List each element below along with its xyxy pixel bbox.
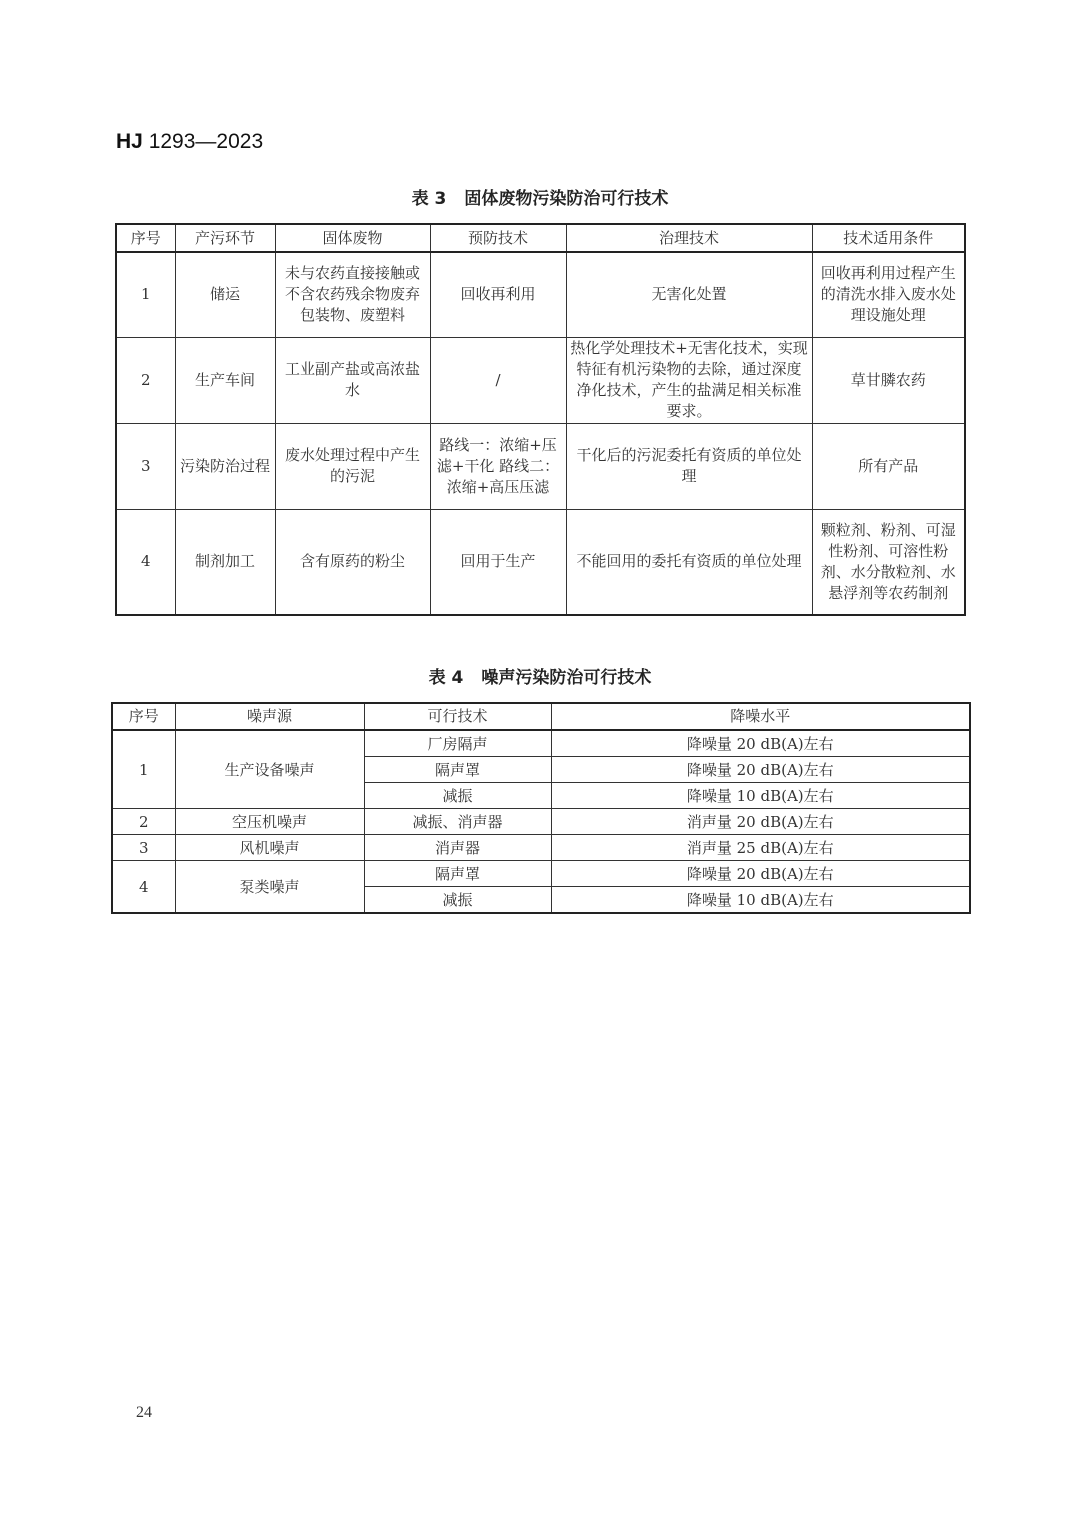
- table-cell: 减振、消声器: [364, 809, 551, 835]
- table-cell: 含有原药的粉尘: [275, 509, 430, 615]
- header-cell: 序号: [116, 224, 175, 252]
- table-cell: 减振: [364, 783, 551, 809]
- table-row: [116, 337, 965, 423]
- header-cell: 噪声源: [175, 703, 364, 730]
- table-cell: 污染防治过程: [175, 423, 275, 509]
- table-header-row: [112, 703, 970, 730]
- header-cell: 技术适用条件: [812, 224, 965, 252]
- table-cell: 未与农药直接接触或不含农药残余物废弃包装物、废塑料: [275, 252, 430, 337]
- table-cell: 热化学处理技术+无害化技术，实现特征有机污染物的去除，通过深度净化技术，产生的盐满足相关标准要求。: [566, 337, 812, 423]
- table4-caption-number: 表 4: [428, 668, 464, 688]
- table-cell: 颗粒剂、粉剂、可湿性粉剂、可溶性粉剂、水分散粒剂、水悬浮剂等农药制剂: [812, 509, 965, 615]
- standard-code: [116, 130, 263, 154]
- table-row: [112, 835, 970, 861]
- table-cell: 生产车间: [175, 337, 275, 423]
- table-cell: 草甘膦农药: [812, 337, 965, 423]
- table-row: [112, 809, 970, 835]
- solid-waste-table: [115, 223, 966, 616]
- table-cell: 2: [112, 809, 175, 835]
- table-cell: 3: [116, 423, 175, 509]
- table-cell: 隔声罩: [364, 861, 551, 887]
- table-cell: 制剂加工: [175, 509, 275, 615]
- table-cell: 减振: [364, 887, 551, 914]
- table-row: [116, 509, 965, 615]
- table-cell: 生产设备噪声: [175, 730, 364, 809]
- noise-table: [111, 702, 971, 914]
- header-cell: 降噪水平: [551, 703, 970, 730]
- table-cell: 降噪量 20 dB(A)左右: [551, 730, 970, 757]
- table4-caption-title: 噪声污染防治可行技术: [481, 668, 652, 688]
- page-number: 24: [136, 1404, 152, 1421]
- table-header-row: [116, 224, 965, 252]
- table-row: [112, 730, 970, 757]
- header-cell: 可行技术: [364, 703, 551, 730]
- table-cell: 2: [116, 337, 175, 423]
- table-cell: 消声量 25 dB(A)左右: [551, 835, 970, 861]
- table-cell: 回用于生产: [430, 509, 566, 615]
- table-cell: 储运: [175, 252, 275, 337]
- table-cell: 消声量 20 dB(A)左右: [551, 809, 970, 835]
- table-row: [112, 861, 970, 887]
- header-cell: 治理技术: [566, 224, 812, 252]
- table-cell: 4: [116, 509, 175, 615]
- table-cell: 4: [112, 861, 175, 914]
- table-cell: 不能回用的委托有资质的单位处理: [566, 509, 812, 615]
- header-cell: 序号: [112, 703, 175, 730]
- table-cell: 废水处理过程中产生的污泥: [275, 423, 430, 509]
- standard-prefix: HJ: [116, 130, 143, 153]
- table-cell: 泵类噪声: [175, 861, 364, 914]
- table-cell: 回收再利用过程产生的清洗水排入废水处理设施处理: [812, 252, 965, 337]
- table-cell: 风机噪声: [175, 835, 364, 861]
- table-cell: 无害化处置: [566, 252, 812, 337]
- table-cell: 厂房隔声: [364, 730, 551, 757]
- table-cell: 降噪量 10 dB(A)左右: [551, 783, 970, 809]
- header-cell: 预防技术: [430, 224, 566, 252]
- table-row: [116, 252, 965, 337]
- standard-number: 1293—2023: [148, 130, 264, 153]
- table-cell: 1: [116, 252, 175, 337]
- table-cell: 消声器: [364, 835, 551, 861]
- table4-caption: [0, 663, 1080, 688]
- table-row: [116, 423, 965, 509]
- table-cell: /: [430, 337, 566, 423]
- table-cell: 隔声罩: [364, 757, 551, 783]
- table-cell: 1: [112, 730, 175, 809]
- header-cell: 产污环节: [175, 224, 275, 252]
- table-cell: 路线一：浓缩+压滤+干化 路线二：浓缩+高压压滤: [430, 423, 566, 509]
- table-cell: 空压机噪声: [175, 809, 364, 835]
- table-cell: 降噪量 20 dB(A)左右: [551, 757, 970, 783]
- table-cell: 所有产品: [812, 423, 965, 509]
- table3-caption-number: 表 3: [411, 189, 447, 209]
- table-cell: 回收再利用: [430, 252, 566, 337]
- table-cell: 降噪量 20 dB(A)左右: [551, 861, 970, 887]
- table-cell: 干化后的污泥委托有资质的单位处理: [566, 423, 812, 509]
- table-cell: 降噪量 10 dB(A)左右: [551, 887, 970, 914]
- table3-caption: [0, 184, 1080, 209]
- header-cell: 固体废物: [275, 224, 430, 252]
- table3-caption-title: 固体废物污染防治可行技术: [464, 189, 669, 209]
- table-cell: 工业副产盐或高浓盐水: [275, 337, 430, 423]
- table-cell: 3: [112, 835, 175, 861]
